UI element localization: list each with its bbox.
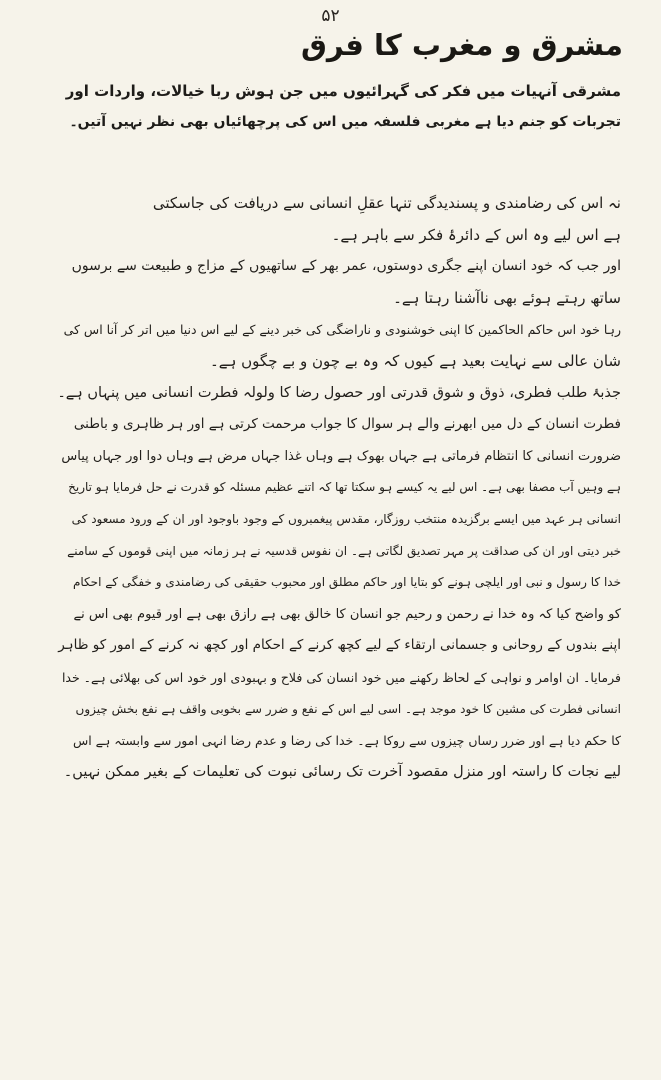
intro-line: تجربات کو جنم دیا ہے مغربی فلسفہ میں اس کی پرچھائیاں بھی نظر نہیں آتیں۔ (69, 114, 621, 130)
text-line: ضرورت انسانی کا انتظام فرماتی ہے جہاں بھوک ہے وہاں غذا جہاں مرض ہے وہاں دوا اور جہاں پیاس (61, 448, 621, 464)
text-line: کو واضح کیا کہ وہ خدا نے رحمن و رحیم جو انسان کا خالق بھی ہے رازق بھی ہے اور قیوم بھی اس نے (73, 606, 621, 622)
text-line: اپنے بندوں کے روحانی و جسمانی ارتقاء کے لیے کچھ کرنے کے احکام اور کچھ نہ کرنے کے امور کو ظاہر (58, 637, 621, 654)
text-line: اور جب کہ خود انسان اپنے جگری دوستوں، عمر بھر کے ساتھیوں کے مزاج و طبیعت سے برسوں (71, 258, 621, 275)
text-line: جذبۂ طلب فطری، ذوق و شوق قدرتی اور حصول رضا کا ولولہ فطرت انسانی میں پنہاں ہے۔ (57, 384, 621, 401)
text-line: ہے اس لیے وہ اس کے دائرۂ فکر سے باہر ہے۔ (331, 225, 621, 244)
text-line: شان عالی سے نہایت بعید ہے کیوں کہ وہ بے چون و بے چگوں ہے۔ (210, 351, 621, 370)
text-line: فطرت انسان کے دل میں ابھرنے والے ہر سوال کا جواب مرحمت کرتی ہے اور ہر ظاہری و باطنی (73, 416, 621, 433)
text-line: خدا کا رسول و نبی اور ایلچی ہونے کو بتایا اور حاکم مطلق اور محبوب حقیقی کی رضامندی و خفگی کے احکام (72, 575, 621, 590)
body-text (56, 188, 621, 788)
intro-line: مشرقی آنہیات میں فکر کی گہرائیوں میں جن ہوش ربا خیالات، واردات اور (65, 82, 621, 100)
text-line: ساتھ رہتے ہوئے بھی ناآشنا رہتا ہے۔ (393, 288, 621, 307)
text-line: کا حکم دیا ہے اور ضرر رساں چیزوں سے روکا ہے۔ خدا کی رضا و عدم رضا انہی امور سے وابستہ ہے اس (72, 733, 621, 749)
text-line: فرمایا۔ ان اوامر و نواہی کے لحاظ رکھنے میں خود انسان کی فلاح و بہبودی اور خود اس کی بھلائی ہے۔ خدا (61, 669, 621, 685)
text-line: ہے وہیں آب مصفا بھی ہے۔ اس لیے یہ کیسے ہو سکتا تھا کہ اتنے عظیم مسئلہ کو قدرت نے حل فرمایا ہو تاریخ (68, 480, 621, 495)
text-line: انسانی فطرت کی مشین کا خود موجد ہے۔ اسی لیے اس کے نفع و ضرر سے بخوبی واقف ہے نفع بخش چیزوں (75, 701, 621, 716)
text-line: نہ اس کی رضامندی و پسندیدگی تنہا عقلِ انسانی سے دریافت کی جاسکتی (152, 194, 621, 212)
text-line: لیے نجات کا راستہ اور منزل مقصود آخرت تک رسائی نبوت کی تعلیمات کے بغیر ممکن نہیں۔ (63, 763, 621, 780)
text-line: خبر دیتی اور ان کی صداقت پر مہر تصدیق لگاتی ہے۔ ان نفوس قدسیہ نے ہر زمانہ میں اپنی قوموں کے سامنے (67, 543, 621, 558)
chapter-heading: مشرق و مغرب کا فرق (300, 28, 623, 62)
page-number: ۵۲ (321, 6, 340, 26)
intro-paragraph (55, 76, 621, 138)
text-line: انسانی ہر عہد میں ایسے برگزیدہ منتخب روزگار، مقدس پیغمبروں کے وجود باوجود اور ان کے ورود مسعود کی (71, 511, 621, 526)
text-line: رہا خود اس حاکم الحاکمین کا اپنی خوشنودی و ناراضگی کی خبر دینے کے لیے اس دنیا میں اتر کر آنا اس کی (63, 322, 621, 338)
